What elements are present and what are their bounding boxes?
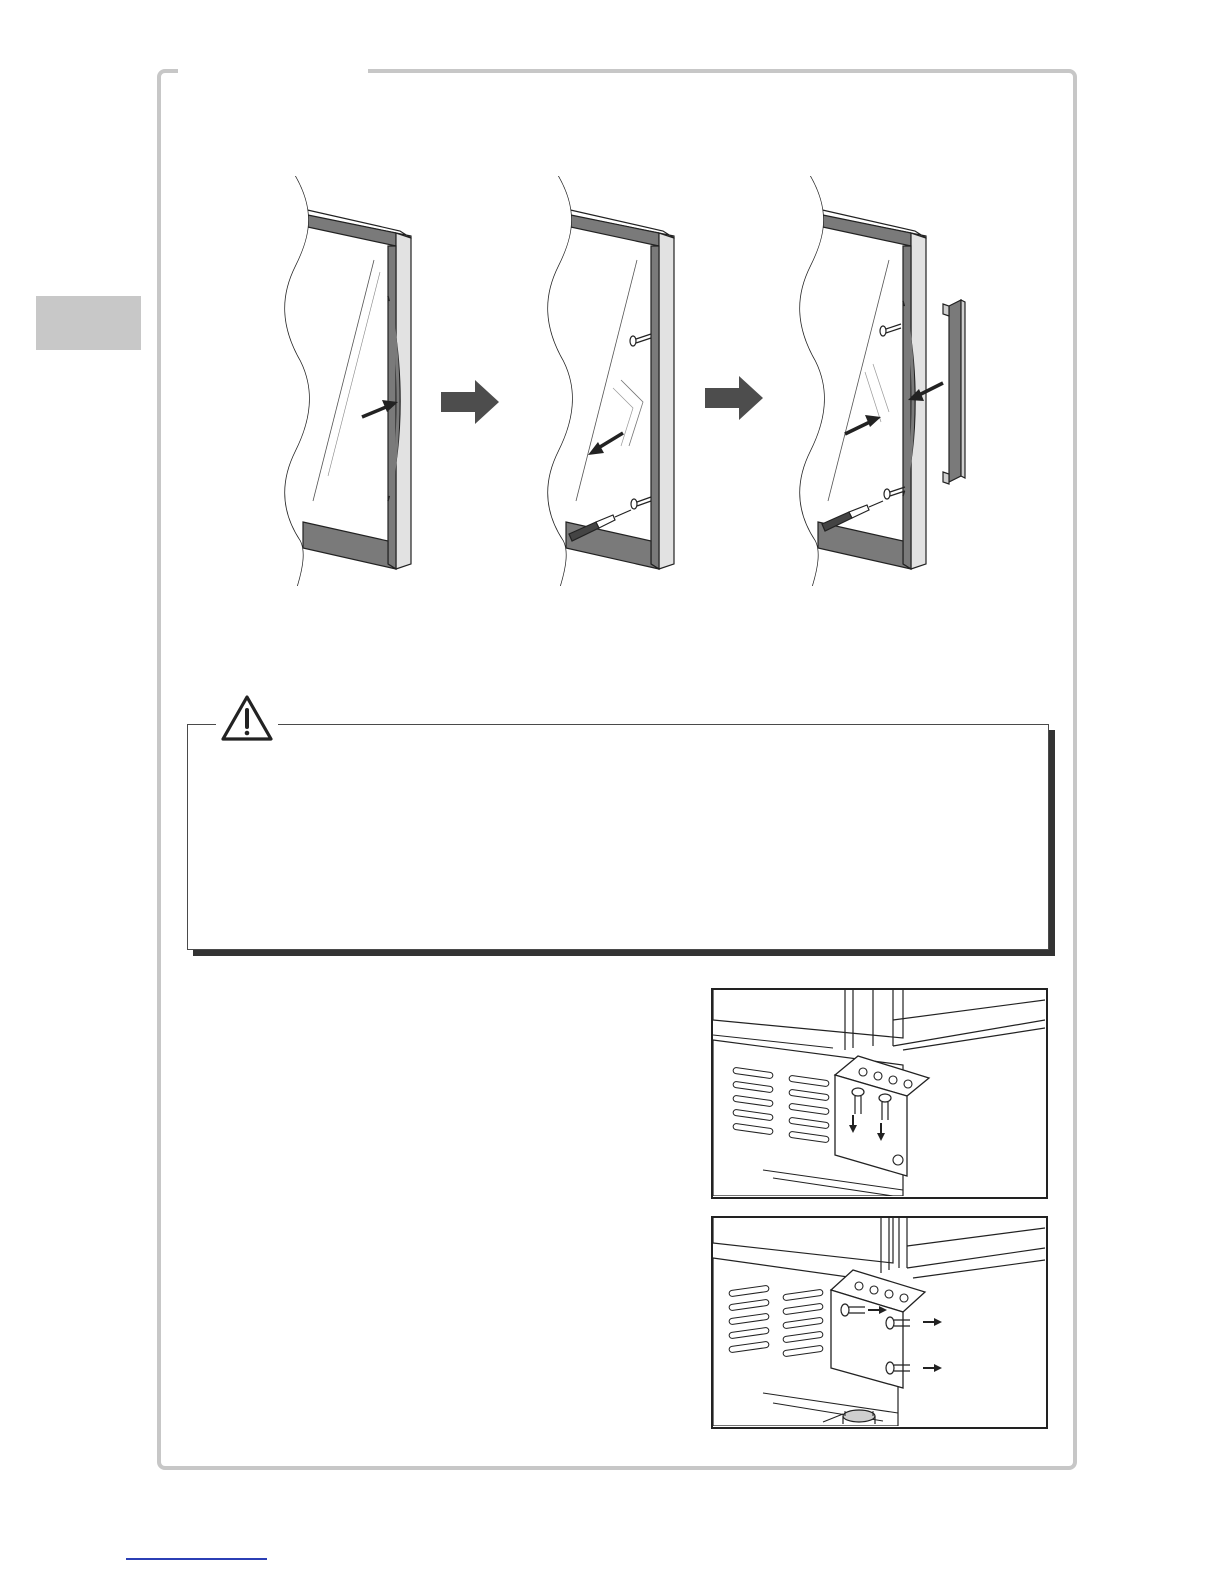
door-handle-step-1 [270,176,411,586]
frame-title-gap [178,64,368,76]
footer-link-underline [126,1558,267,1560]
chapter-side-tab [36,296,141,350]
warning-box [187,724,1049,950]
arrow-right-icon [705,376,763,420]
door-handle-illustrations [270,176,1020,586]
door-handle-step-2 [533,176,674,586]
hinge-bracket-screws-1 [711,988,1048,1199]
door-handle-step-3 [785,176,965,586]
hinge-bracket-screws-2 [711,1216,1048,1429]
warning-triangle-icon [220,694,274,742]
arrow-right-icon [441,380,499,424]
